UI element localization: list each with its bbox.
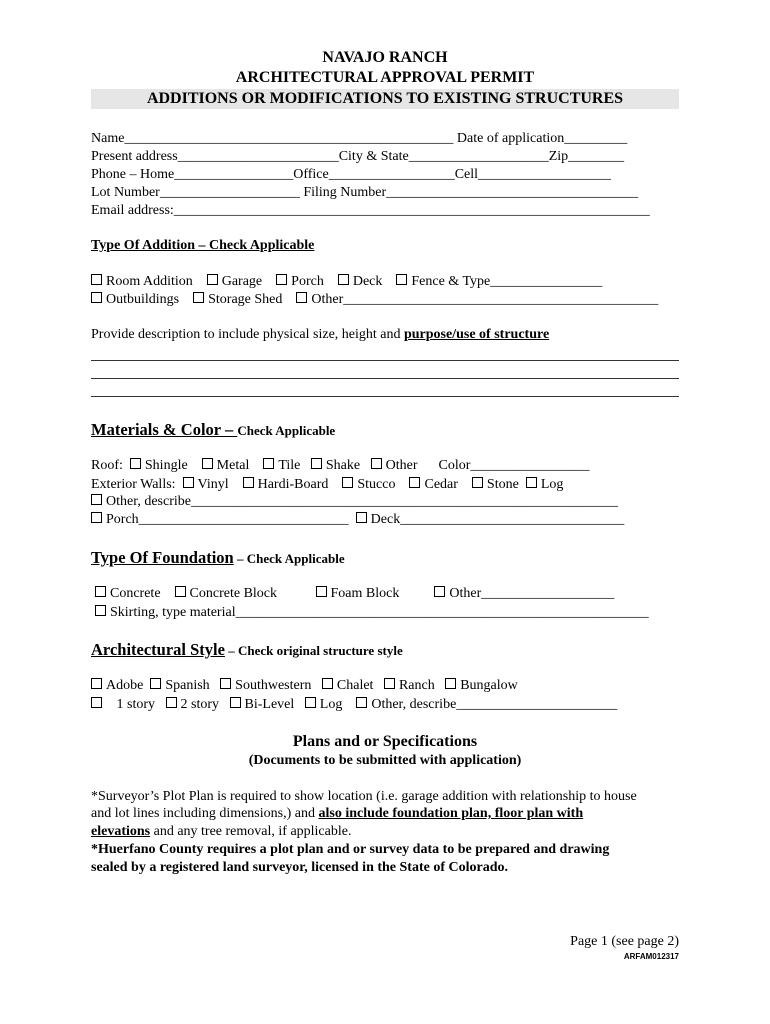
plans-subheading: (Documents to be submitted with application) <box>248 753 522 768</box>
addition-heading: Type Of Addition – Check Applicable <box>91 238 315 253</box>
other-roof-checkbox[interactable]: Other <box>371 458 418 473</box>
bungalow-checkbox[interactable]: Bungalow <box>445 678 518 693</box>
cedar-checkbox[interactable]: Cedar <box>409 477 457 492</box>
plans-paragraph-line-1: *Surveyor’s Plot Plan is required to show location (i.e. garage addition with relationship to house <box>91 789 637 804</box>
form-subtitle-banner: ADDITIONS OR MODIFICATIONS TO EXISTING STRUCTURES <box>91 89 679 109</box>
description-prompt: Provide description to include physical size, height and purpose/use of structure <box>91 327 550 342</box>
addition-row-2 <box>91 292 658 308</box>
description-line-3[interactable] <box>91 396 679 397</box>
description-line-1[interactable] <box>91 360 679 361</box>
org-name: NAVAJO RANCH <box>322 49 448 66</box>
foundation-row <box>95 586 614 602</box>
plans-heading: Plans and or Specifications <box>292 733 478 750</box>
style-heading: Architectural Style – Check original structure style <box>91 640 403 659</box>
address-field[interactable]: Present address_______________________City & State____________________Zip________ <box>91 149 625 164</box>
metal-checkbox[interactable]: Metal <box>202 458 250 473</box>
lot-filing-field[interactable]: Lot Number____________________ Filing Number____________________________________ <box>91 185 639 200</box>
room-addition-checkbox[interactable]: Room Addition <box>91 274 193 289</box>
chalet-checkbox[interactable]: Chalet <box>322 678 374 693</box>
other-foundation-checkbox[interactable]: Other___________________ <box>434 586 614 601</box>
outbuildings-checkbox[interactable]: Outbuildings <box>91 292 179 307</box>
description-line-2[interactable] <box>91 378 679 379</box>
porch-material-checkbox[interactable]: Porch______________________________ <box>91 512 349 527</box>
foam-block-checkbox[interactable]: Foam Block <box>316 586 400 601</box>
tile-checkbox[interactable]: Tile <box>263 458 300 473</box>
style-row-1 <box>91 678 518 694</box>
county-note-line-1: *Huerfano County requires a plot plan and or survey data to be prepared and drawing <box>91 842 610 857</box>
storage-shed-checkbox[interactable]: Storage Shed <box>193 292 282 307</box>
roof-color-field[interactable]: Color_________________ <box>438 458 590 473</box>
ranch-checkbox[interactable]: Ranch <box>384 678 435 693</box>
addition-row-1 <box>91 274 602 290</box>
phone-field[interactable]: Phone – Home_________________Office__________________Cell___________________ <box>91 167 612 182</box>
concrete-block-checkbox[interactable]: Concrete Block <box>175 586 277 601</box>
porch-checkbox[interactable]: Porch <box>276 274 324 289</box>
plans-paragraph-line-3: elevations and any tree removal, if applicable. <box>91 824 352 839</box>
form-title: ARCHITECTURAL APPROVAL PERMIT <box>235 69 535 86</box>
shake-checkbox[interactable]: Shake <box>311 458 360 473</box>
walls-row: Exterior Walls: Vinyl Hardi-Board Stucco Cedar Stone Log <box>91 477 564 492</box>
vinyl-checkbox[interactable]: Vinyl <box>183 477 229 492</box>
spanish-checkbox[interactable]: Spanish <box>150 678 209 693</box>
two-story-checkbox[interactable]: 2 story <box>166 697 220 712</box>
garage-checkbox[interactable]: Garage <box>207 274 262 289</box>
skirting-row[interactable]: Skirting, type material___________________________________________________________ <box>95 605 649 621</box>
form-code: ARFAM012317 <box>623 952 679 961</box>
one-story-checkbox[interactable]: 1 story <box>91 697 155 712</box>
log-style-checkbox[interactable]: Log <box>305 697 343 712</box>
other-material-row[interactable]: Other, describe_____________________________________________________________ <box>91 494 618 510</box>
county-note-line-2: sealed by a registered land surveyor, licensed in the State of Colorado. <box>91 860 509 875</box>
concrete-checkbox[interactable]: Concrete <box>95 586 161 601</box>
name-date-field[interactable]: Name_______________________________________________ Date of application_________ <box>91 131 628 146</box>
shingle-checkbox[interactable]: Shingle <box>130 458 188 473</box>
stone-checkbox[interactable]: Stone <box>472 477 519 492</box>
page-number: Page 1 (see page 2) <box>570 934 679 949</box>
foundation-heading: Type Of Foundation – Check Applicable <box>91 548 345 567</box>
style-row-2 <box>91 697 617 713</box>
southwestern-checkbox[interactable]: Southwestern <box>220 678 311 693</box>
other-style-checkbox[interactable]: Other, describe_______________________ <box>356 697 617 712</box>
materials-heading: Materials & Color – Check Applicable <box>91 420 336 439</box>
other-addition-checkbox[interactable]: Other_____________________________________________ <box>296 292 658 307</box>
bi-level-checkbox[interactable]: Bi-Level <box>230 697 295 712</box>
deck-checkbox[interactable]: Deck <box>338 274 383 289</box>
plans-paragraph-line-2: and lot lines including dimensions,) and also include foundation plan, floor plan with <box>91 806 584 821</box>
log-wall-checkbox[interactable]: Log <box>526 477 564 492</box>
email-field[interactable]: Email address:____________________________________________________________________ <box>91 203 650 218</box>
fence-checkbox[interactable]: Fence & Type________________ <box>396 274 602 289</box>
roof-row: Roof: Shingle Metal Tile Shake Other Color_________________ <box>91 458 590 473</box>
porch-deck-row <box>91 512 624 528</box>
stucco-checkbox[interactable]: Stucco <box>342 477 395 492</box>
adobe-checkbox[interactable]: Adobe <box>91 678 143 693</box>
hardi-board-checkbox[interactable]: Hardi-Board <box>243 477 329 492</box>
deck-material-checkbox[interactable]: Deck________________________________ <box>356 512 625 527</box>
